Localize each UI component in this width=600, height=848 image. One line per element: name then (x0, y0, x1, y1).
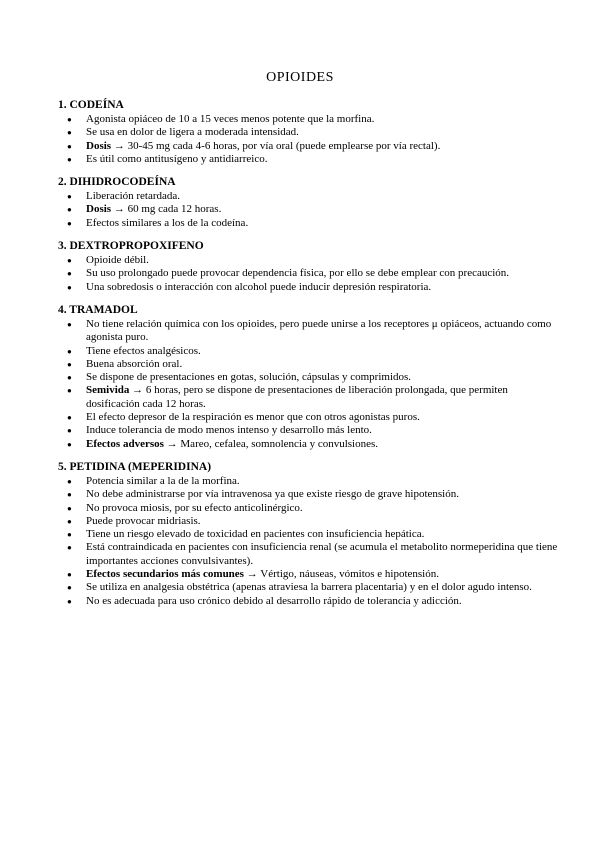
item-text: → 30-45 mg cada 4-6 horas, por vía oral (puede emplearse por vía rectal). (111, 139, 441, 152)
bullet-list (58, 475, 558, 608)
item-text: No debe administrarse por vía intravenosa ya que existe riesgo de grave hipotensión. (86, 488, 459, 501)
section-heading: 1. CODEÍNA (58, 99, 124, 111)
item-text: No provoca miosis, por su efecto anticolinérgico. (86, 501, 303, 514)
bullet-list (58, 190, 558, 230)
item-text: Tiene un riesgo elevado de toxicidad en pacientes con insuficiencia hepática. (86, 528, 425, 541)
section (58, 460, 558, 608)
list-item (58, 515, 558, 528)
list-item (58, 140, 558, 153)
section (58, 98, 558, 166)
item-text: Buena absorción oral. (86, 357, 183, 370)
item-text: → 6 horas, pero se dispone de presentaciones de liberación prolongada, que permiten dosificación cada 12 horas. (86, 384, 508, 410)
bullet-list (58, 254, 558, 294)
bullet-list (58, 318, 558, 451)
list-item (58, 541, 558, 568)
item-text: No es adecuada para uso crónico debido al desarrollo rápido de tolerancia y adicción. (86, 594, 462, 607)
section (58, 175, 558, 230)
item-text: No tiene relación química con los opioides, pero puede unirse a los receptores μ opiáceos, actuando como agonista puro. (86, 317, 552, 344)
list-item (58, 528, 558, 541)
item-bold-label: Dosis (86, 139, 112, 152)
document-body (58, 98, 558, 617)
item-text: Potencia similar a la de la morfina. (86, 474, 240, 487)
list-item (58, 153, 558, 166)
item-text: Efectos similares a los de la codeína. (86, 216, 249, 229)
item-text: Liberación retardada. (86, 190, 181, 203)
section (58, 239, 558, 294)
list-item (58, 203, 558, 216)
list-item (58, 371, 558, 384)
item-bold-label: Efectos secundarios más comunes (86, 568, 244, 581)
list-item (58, 475, 558, 488)
section (58, 303, 558, 451)
list-item (58, 384, 558, 411)
list-item (58, 595, 558, 608)
list-item (58, 254, 558, 267)
item-text: Opioide débil. (86, 254, 149, 267)
item-text: Está contraindicada en pacientes con insuficiencia renal (se acumula el metabolito normeperidina que tiene importantes acciones convulsivantes). (86, 541, 558, 567)
list-item (58, 411, 558, 424)
item-text: Es útil como antitusígeno y antidiarreico. (86, 152, 268, 165)
bullet-list (58, 113, 558, 166)
item-bold-label: Efectos adversos (86, 437, 164, 450)
item-text: Se utiliza en analgesia obstétrica (apenas atraviesa la barrera placentaria) y en el dolor agudo intenso. (86, 581, 532, 594)
item-text: Induce tolerancia de modo menos intenso y desarrollo más lento. (86, 424, 372, 437)
list-item (58, 217, 558, 230)
list-item (58, 358, 558, 371)
item-bold-label: Dosis (86, 203, 112, 216)
list-item (58, 345, 558, 358)
item-text: Agonista opiáceo de 10 a 15 veces menos potente que la morfina. (86, 113, 375, 125)
list-item (58, 568, 558, 581)
section-heading: 3. DEXTROPROPOXIFENO (58, 240, 204, 253)
list-item (58, 581, 558, 594)
item-text: → 60 mg cada 12 horas. (111, 203, 222, 216)
list-item (58, 318, 558, 345)
list-item (58, 267, 558, 280)
section-heading: 2. DIHIDROCODEÍNA (58, 176, 176, 189)
item-text: Puede provocar midriasis. (86, 514, 201, 527)
list-item (58, 438, 558, 451)
item-text: → Vértigo, náuseas, vómitos e hipotensión. (243, 568, 439, 581)
item-text: Se usa en dolor de ligera a moderada intensidad. (86, 126, 299, 139)
item-text: Su uso prolongado puede provocar dependencia física, por ello se debe emplear con precaución. (86, 267, 510, 280)
section-heading: 4. TRAMADOL (58, 303, 138, 316)
list-item (58, 113, 558, 126)
list-item (58, 502, 558, 515)
list-item (58, 488, 558, 501)
page-title: OPIOIDES (266, 70, 334, 85)
item-bold-label: Semivida (86, 384, 130, 397)
item-text: Tiene efectos analgésicos. (86, 344, 201, 357)
item-text: Una sobredosis o interacción con alcohol puede inducir depresión respiratoria. (86, 280, 432, 293)
item-text: → Mareo, cefalea, somnolencia y convulsiones. (163, 437, 379, 450)
list-item (58, 190, 558, 203)
section-heading: 5. PETIDINA (MEPERIDINA) (58, 460, 212, 473)
list-item (58, 126, 558, 139)
item-text: Se dispone de presentaciones en gotas, solución, cápsulas y comprimidos. (86, 371, 412, 384)
item-text: El efecto depresor de la respiración es menor que con otros agonistas puros. (86, 411, 420, 424)
list-item (58, 424, 558, 437)
list-item (58, 281, 558, 294)
